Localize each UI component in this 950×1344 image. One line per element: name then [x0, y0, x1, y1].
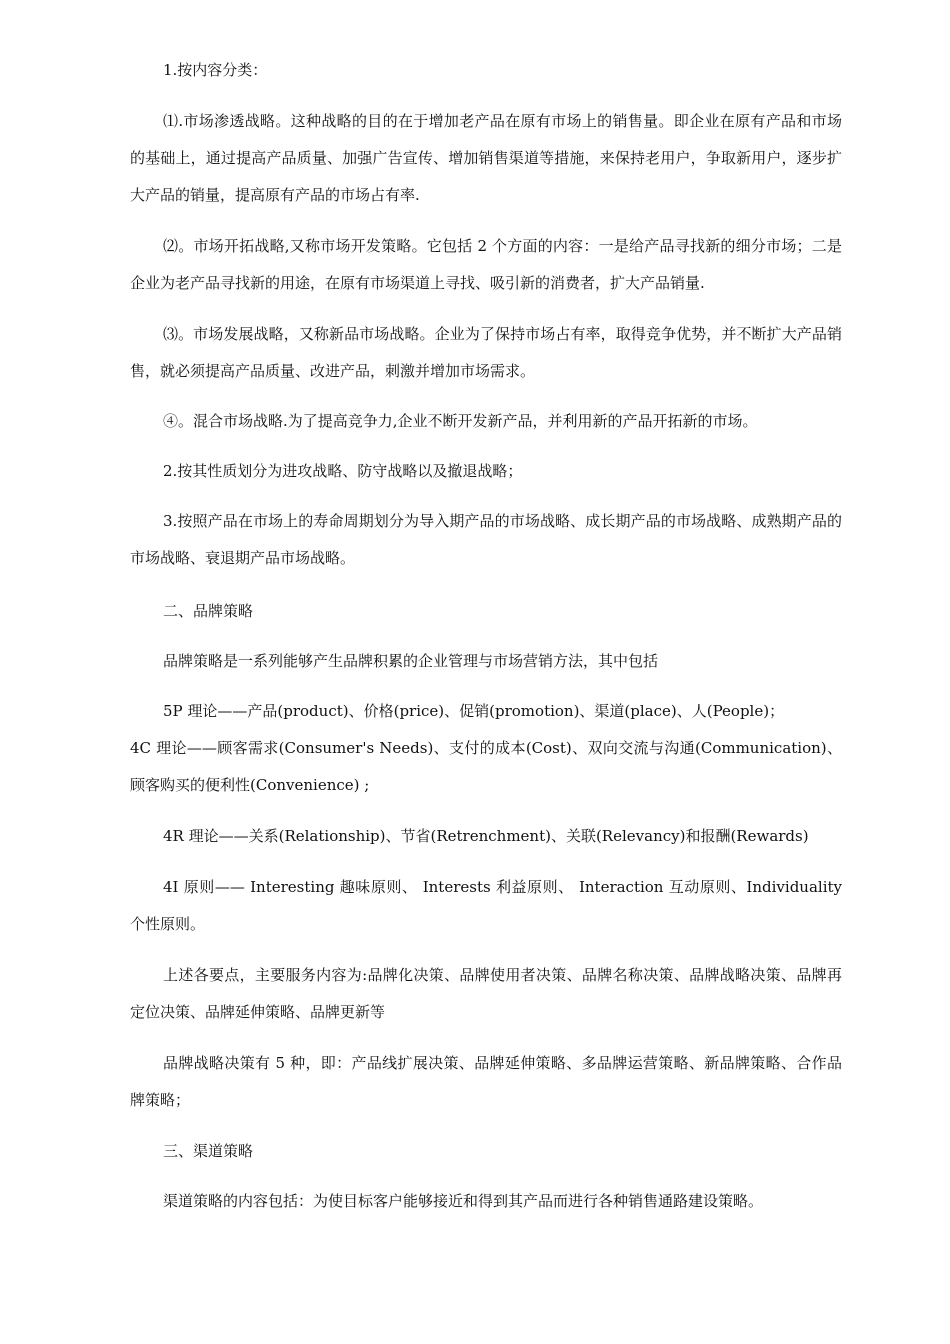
- paragraph-4i-principle: 4I 原则—— Interesting 趣味原则、 Interests 利益原则、 Interaction 互动原则、Individuality 个性原则。: [130, 878, 842, 933]
- document-page: [130, 52, 842, 1220]
- paragraph-by-lifecycle: 3.按照产品在市场上的寿命周期划分为导入期产品的市场战略、成长期产品的市场战略、成熟期产品的市场战略、衰退期产品市场战略。: [130, 512, 842, 567]
- section-heading-channel: 三、渠道策略: [163, 1142, 254, 1160]
- heading-by-content: 1.按内容分类：: [163, 61, 268, 79]
- section-heading-brand: 二、品牌策略: [163, 602, 254, 620]
- paragraph-5p-theory: 5P 理论——产品(product)、价格(price)、促销(promotion)、渠道(place)、人(People)；: [163, 702, 785, 720]
- paragraph-brand-intro: 品牌策略是一系列能够产生品牌积累的企业管理与市场营销方法，其中包括: [163, 652, 659, 670]
- paragraph-mixed-market: ④。混合市场战略.为了提高竞争力,企业不断开发新产品，并利用新的产品开拓新的市场。: [163, 412, 758, 430]
- paragraph-market-penetration: ⑴.市场渗透战略。这种战略的目的在于增加老产品在原有市场上的销售量。即企业在原有产品和市场的基础上，通过提高产品质量、加强广告宣传、增加销售渠道等措施，来保持老用户，争取新用户，逐步扩大产品的销量，提高原有产品的市场占有率.: [130, 112, 842, 204]
- paragraph-4c-theory: 4C 理论——顾客需求(Consumer's Needs)、支付的成本(Cost)、双向交流与沟通(Communication)、顾客购买的便利性(Convenience) ;: [130, 739, 842, 794]
- paragraph-market-development: ⑵。市场开拓战略,又称市场开发策略。它包括 2 个方面的内容：一是给产品寻找新的细分市场；二是企业为老产品寻找新的用途，在原有市场渠道上寻找、吸引新的消费者，扩大产品销量.: [130, 237, 842, 292]
- paragraph-channel-strategy: 渠道策略的内容包括：为使目标客户能够接近和得到其产品而进行各种销售通路建设策略。: [163, 1192, 764, 1210]
- paragraph-market-growth: ⑶。市场发展战略，又称新品市场战略。企业为了保持市场占有率，取得竞争优势，并不断扩大产品销售，就必须提高产品质量、改进产品，刺激并增加市场需求。: [130, 325, 842, 380]
- paragraph-4r-theory: 4R 理论——关系(Relationship)、节省(Retrenchment)、关联(Relevancy)和报酬(Rewards): [163, 827, 809, 845]
- paragraph-by-nature: 2.按其性质划分为进攻战略、防守战略以及撤退战略；: [163, 462, 523, 480]
- paragraph-service-content: 上述各要点，主要服务内容为:品牌化决策、品牌使用者决策、品牌名称决策、品牌战略决策、品牌再定位决策、品牌延伸策略、品牌更新等: [130, 966, 842, 1021]
- paragraph-brand-strategy-decisions: 品牌战略决策有 5 种，即：产品线扩展决策、品牌延伸策略、多品牌运营策略、新品牌策略、合作品牌策略；: [130, 1054, 842, 1109]
